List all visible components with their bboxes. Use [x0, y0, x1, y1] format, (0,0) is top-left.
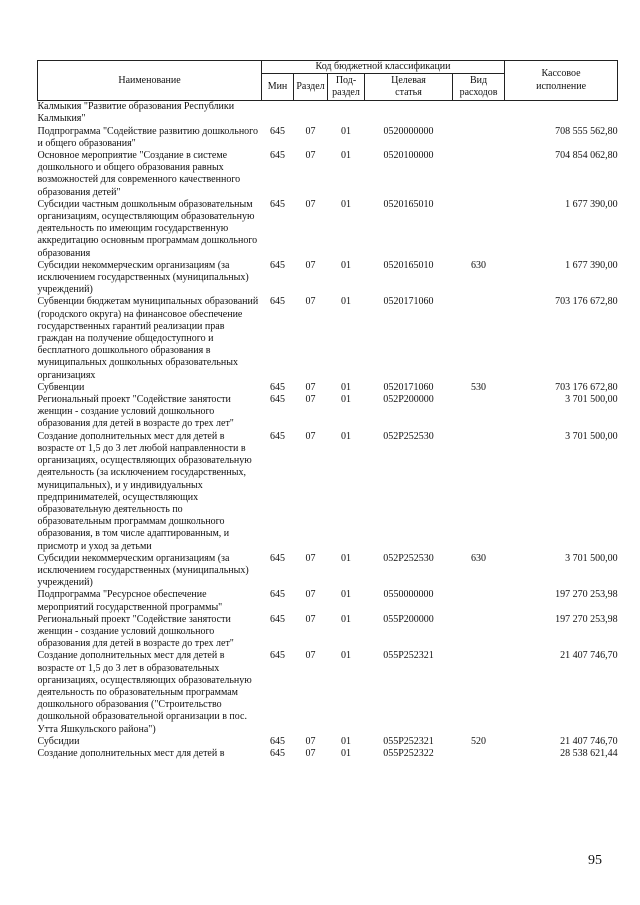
row-podrazdel: 01: [341, 394, 351, 406]
row-name: Подпрограмма "Содействие развитию дошкольного и общего образования": [37, 125, 259, 149]
table-row: [38, 394, 618, 431]
row-name: Региональный проект "Содействие занятости женщин - создание условий дошкольного образования для детей в возрасте до трех лет": [37, 394, 234, 430]
table-row: [38, 650, 618, 735]
row-podrazdel: 01: [341, 259, 351, 271]
row-min: 645: [270, 381, 285, 393]
row-podrazdel: 01: [341, 296, 351, 308]
row-celevaya: 055P252321: [383, 650, 434, 662]
row-min: 645: [270, 735, 285, 747]
row-name: Субвенции бюджетам муниципальных образований (городского округа) на финансовое обеспечение государственных гарантий реализации прав граждан на получение общедоступного и бесплатного дошкольного образования в муниципальных дошкольных образовательных организациях: [37, 296, 259, 381]
row-razdel: 07: [305, 381, 316, 393]
row-name: Основное мероприятие "Создание в системе дошкольного и общего образования равных возможностей для современного качественного образования детей": [37, 150, 241, 198]
row-vid: [453, 589, 505, 613]
table-row: [38, 199, 618, 260]
row-min: 645: [270, 613, 285, 625]
row-vid: [453, 150, 505, 199]
row-celevaya: 0520171060: [383, 296, 434, 308]
row-vid: [453, 431, 505, 553]
row-celevaya: 052P252530: [383, 552, 434, 564]
table-row: [38, 553, 618, 590]
row-celevaya: 0520100000: [383, 150, 434, 162]
row-amount: 28 538 621,44: [560, 747, 618, 759]
row-min: 645: [270, 589, 285, 601]
row-vid: [453, 199, 505, 260]
row-name: Подпрограмма "Ресурсное обеспечение мероприятий государственной программы": [37, 589, 223, 613]
row-amount: 703 176 672,80: [555, 296, 618, 308]
table-row: [38, 126, 618, 150]
row-celevaya: 0520171060: [383, 381, 434, 393]
row-min: 645: [270, 650, 285, 662]
row-amount: 3 701 500,00: [565, 394, 618, 406]
table-body: [38, 101, 618, 760]
table-row: [38, 150, 618, 199]
row-razdel: 07: [305, 747, 316, 759]
row-celevaya: 0550000000: [383, 589, 434, 601]
header-celevaya-line2: статья: [395, 87, 422, 99]
row-amount: 704 854 062,80: [555, 150, 618, 162]
row-min: 645: [270, 125, 285, 137]
row-podrazdel: 01: [341, 747, 351, 759]
row-podrazdel: 01: [341, 735, 351, 747]
row-razdel: 07: [305, 430, 316, 442]
table-row: [38, 101, 618, 126]
row-min: 645: [270, 259, 285, 271]
header-vid-line1: Вид: [469, 75, 488, 86]
budget-table: [37, 60, 618, 760]
header-kbk: Код бюджетной классификации: [262, 61, 505, 74]
table-row: [38, 736, 618, 748]
row-amount: 197 270 253,98: [555, 589, 618, 601]
row-min: 645: [270, 430, 285, 442]
row-podrazdel: 01: [341, 552, 351, 564]
row-razdel: 07: [305, 394, 316, 406]
row-name: Создание дополнительных мест для детей в возрасте от 1,5 до 3 лет в образовательных организациях, осуществляющих образовательную деятельность по образовательным программам дошкольного образования ("Строительство дошкольной образовательной организации в пос. Утта Яшкульского района"): [37, 650, 252, 735]
row-podrazdel: 01: [341, 589, 351, 601]
row-vid: 630: [471, 552, 487, 564]
row-razdel: 07: [305, 589, 316, 601]
row-razdel: 07: [305, 150, 316, 162]
row-celevaya: 055P252322: [383, 747, 434, 759]
row-name: Создание дополнительных мест для детей в: [37, 747, 225, 759]
header-razdel: Раздел: [294, 74, 328, 101]
row-vid: [453, 394, 505, 431]
row-razdel: 07: [305, 198, 316, 210]
row-name: Субсидии некоммерческим организациям (за исключением государственных (муниципальных) учреждений): [37, 552, 249, 589]
row-min: 645: [270, 394, 285, 406]
row-min: 645: [270, 150, 285, 162]
row-razdel: 07: [305, 650, 316, 662]
row-amount: 703 176 672,80: [555, 381, 618, 393]
row-razdel: 07: [305, 296, 316, 308]
row-name: Региональный проект "Содействие занятости женщин - создание условий дошкольного образования для детей в возрасте до трех лет": [37, 613, 234, 650]
table-row: [38, 296, 618, 381]
row-amount: 3 701 500,00: [565, 430, 618, 442]
row-name: Создание дополнительных мест для детей в возрасте от 1,5 до 3 лет любой направленности в организациях, осуществляющих образовательную деятельность (за исключением государственных, муниципальных), и у индивидуальных предпринимателей, осуществляющих образовательную деятельность по образовательным программам дошкольного образования, в том числе адаптированным, и присмотр и уход за детьми: [37, 430, 252, 552]
row-amount: 708 555 562,80: [555, 125, 618, 137]
row-celevaya: [365, 101, 453, 126]
header-celevaya-line1: Целевая: [391, 75, 426, 86]
row-amount: 21 407 746,70: [560, 650, 618, 662]
row-vid: [453, 101, 505, 126]
row-amount: 1 677 390,00: [565, 198, 618, 210]
row-razdel: 07: [305, 735, 316, 747]
table-row: [38, 589, 618, 613]
row-min: 645: [270, 747, 285, 759]
row-name: Субсидии частным дошкольным образовательным организациям, осуществляющим образовательную деятельность по имеющим государственную аккредитацию основным программам дошкольного образования: [37, 198, 258, 259]
row-vid: [453, 614, 505, 651]
row-razdel: 07: [305, 259, 316, 271]
header-min: Мин: [262, 74, 294, 101]
table-row: [38, 260, 618, 297]
row-name: Субсидии: [37, 735, 80, 747]
row-min: 645: [270, 296, 285, 308]
budget-table-sheet: [37, 60, 617, 760]
row-celevaya: 0520165010: [383, 198, 434, 210]
row-vid: [453, 296, 505, 381]
row-celevaya: 055P200000: [383, 613, 434, 625]
row-vid: 530: [471, 381, 487, 393]
row-min: 645: [270, 552, 285, 564]
row-name: Субвенции: [37, 381, 85, 393]
row-name: Субсидии некоммерческим организациям (за исключением государственных (муниципальных) учреждений): [37, 259, 249, 296]
header-kassa-line2: исполнение: [536, 80, 587, 92]
row-celevaya: 052P200000: [383, 394, 434, 406]
row-amount: [505, 101, 618, 126]
table-row: [38, 431, 618, 553]
row-vid: [453, 748, 505, 760]
row-podrazdel: 01: [341, 198, 351, 210]
row-amount: 21 407 746,70: [560, 735, 618, 747]
row-min: 645: [270, 198, 285, 210]
row-amount: 3 701 500,00: [565, 552, 618, 564]
header-podrazdel: [328, 74, 365, 101]
header-podrazdel-line2: раздел: [332, 87, 360, 99]
row-celevaya: 052P252530: [383, 430, 434, 442]
table-row: [38, 748, 618, 760]
row-razdel: 07: [305, 125, 316, 137]
table-row: [38, 614, 618, 651]
row-name: Калмыкия "Развитие образования Республики Калмыкия": [37, 101, 235, 125]
row-podrazdel: 01: [341, 430, 351, 442]
row-amount: 197 270 253,98: [555, 613, 618, 625]
header-podrazdel-line1: Под-: [335, 75, 357, 86]
row-podrazdel: [328, 101, 365, 126]
row-razdel: 07: [305, 613, 316, 625]
row-razdel: 07: [305, 552, 316, 564]
row-razdel: [294, 101, 328, 126]
header-kassa-line1: Кассовое: [541, 68, 581, 80]
row-podrazdel: 01: [341, 125, 351, 137]
header-name: Наименование: [38, 61, 262, 101]
row-podrazdel: 01: [341, 650, 351, 662]
row-amount: 1 677 390,00: [565, 259, 618, 271]
header-kassa: [505, 61, 618, 101]
row-celevaya: 0520000000: [383, 125, 434, 137]
row-celevaya: 0520165010: [383, 259, 434, 271]
row-celevaya: 055P252321: [383, 735, 434, 747]
table-header: [38, 61, 618, 101]
row-podrazdel: 01: [341, 150, 351, 162]
row-vid: [453, 650, 505, 735]
row-vid: 630: [471, 259, 487, 271]
row-podrazdel: 01: [341, 613, 351, 625]
table-row: [38, 382, 618, 394]
row-min: [262, 101, 294, 126]
row-podrazdel: 01: [341, 381, 351, 393]
row-vid: [453, 126, 505, 150]
header-vid-line2: расходов: [459, 87, 498, 99]
header-celevaya: [365, 74, 453, 101]
header-vid: [453, 74, 505, 101]
page-number: 95: [588, 853, 602, 868]
row-vid: 520: [471, 735, 487, 747]
